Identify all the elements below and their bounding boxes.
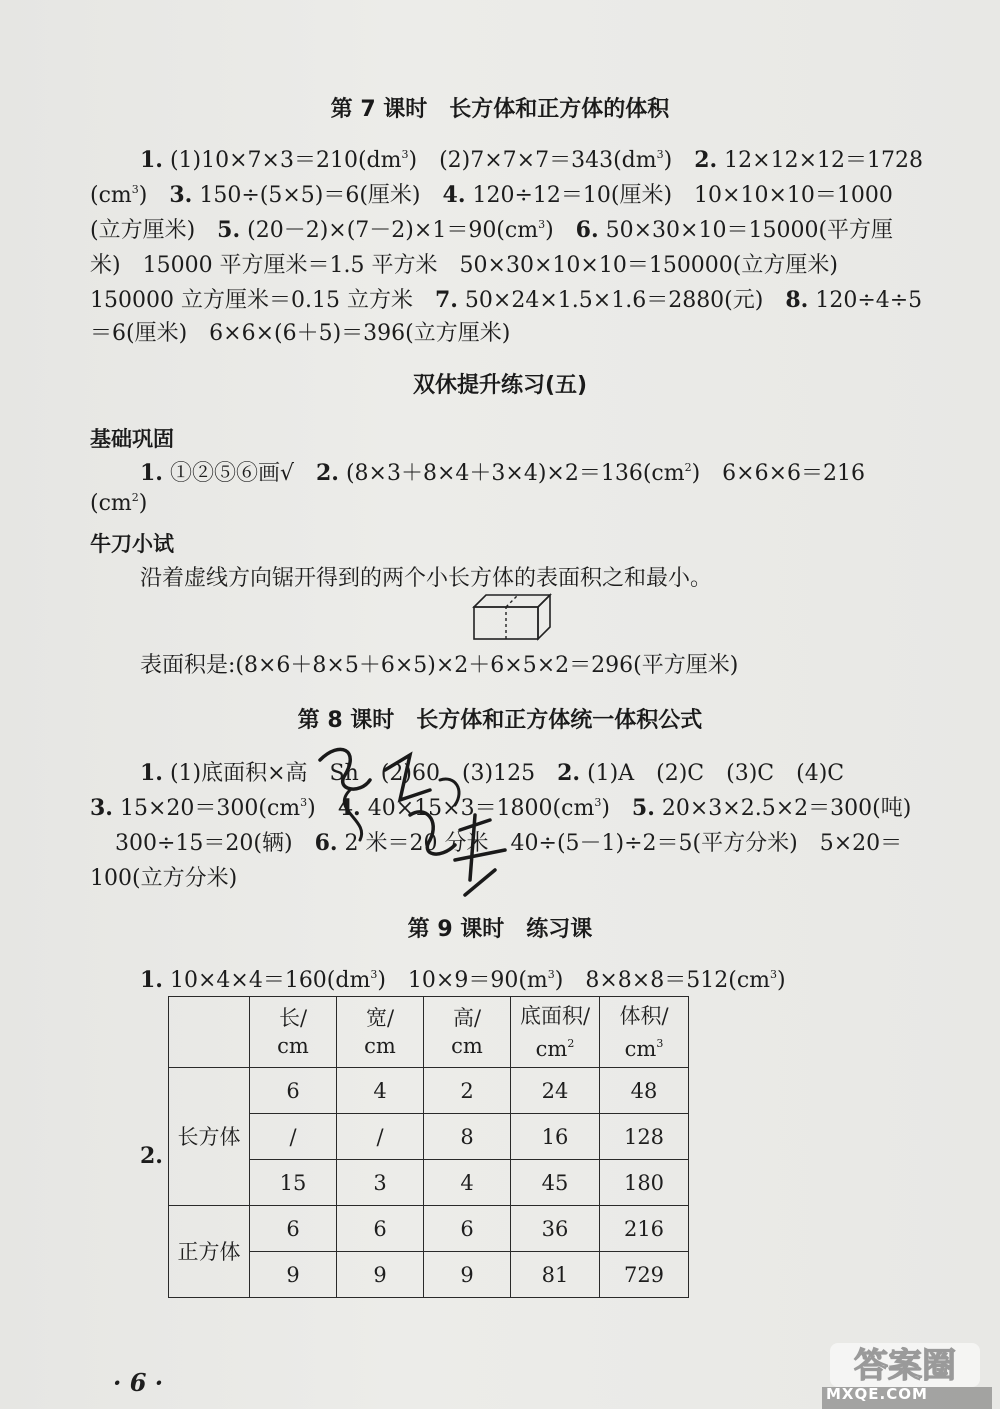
page-number: · 6 · — [113, 1368, 164, 1397]
s7-line-6: ＝6(厘米) 6×6×(6＋5)＝396(立方厘米) — [90, 321, 511, 346]
table-cell: 45 — [511, 1160, 600, 1206]
table-cell: 6 — [250, 1068, 337, 1114]
cuboid-figure — [472, 593, 552, 641]
s8-line-1: 1. (1)底面积×高 Sh (2)60 (3)125 2. (1)A (2)C (3)C (4)C — [140, 760, 845, 786]
review5-line-1: 1. ①②⑤⑥画√ 2. $(8\times 3+8\times 4+3\times 4)\times 2=136(cm^2)$ 6×6×6＝216 — [140, 460, 866, 486]
trial-text: 沿着虚线方向锯开得到的两个小长方体的表面积之和最小。 — [140, 566, 713, 591]
svg-text:答案圈: 答案圈 — [854, 1346, 956, 1386]
s7-line-2: $(cm^3)$ 3. 150÷(5×5)＝6(厘米) 4. 120÷12＝10(厘米) 10×10×10＝1000 — [90, 182, 893, 208]
section-8-title: 第 8 课时 长方体和正方体统一体积公式 — [297, 708, 703, 733]
s9-line-1: 1. $10\times 4\times 4=160(dm^3)$ $10\times 9=90(m^3)$ $8\times 8\times 8=512(cm^3)$ — [140, 967, 786, 993]
table-cell: 6 — [337, 1206, 424, 1252]
section-7-title: 第 7 课时 长方体和正方体的体积 — [330, 97, 670, 122]
table-row — [169, 1206, 689, 1252]
s7-line-3: (立方厘米) 5. $(20-2)\times(7-2)\times 1=90(cm^3)$ 6. 50×30×10＝15000(平方厘 — [90, 217, 894, 243]
s7-line-1: 1. $(1)10\times 7\times 3=210(dm^3)$ $(2)7\times 7\times 7=343(dm^3)$ 2. 12×12×12＝1728 — [140, 147, 924, 173]
header-volume: 体积/ $cm^3$ — [600, 997, 689, 1068]
surface-area-text: 表面积是:(8×6＋8×5＋6×5)×2＋6×5×2＝296(平方厘米) — [140, 653, 739, 678]
table-cell: 48 — [600, 1068, 689, 1114]
watermark-url: MXQE.COM — [826, 1385, 928, 1403]
table-cell: 3 — [337, 1160, 424, 1206]
s8-line-2: 3. $15\times 20=300(cm^3)$ 4. $40\times 15\times 3=1800(cm^3)$ 5. 20×3×2.5×2＝300(吨) — [90, 795, 912, 821]
trial-label: 牛刀小试 — [90, 532, 174, 556]
table-cell: 9 — [424, 1252, 511, 1298]
group-cuboid-label: 长方体 — [169, 1068, 250, 1206]
table-cell: / — [250, 1114, 337, 1160]
section-9-title: 第 9 课时 练习课 — [407, 917, 593, 942]
table-cell: 2 — [424, 1068, 511, 1114]
s8-line-4: 100(立方分米) — [90, 866, 238, 891]
table-cell: 9 — [250, 1252, 337, 1298]
table-cell: 24 — [511, 1068, 600, 1114]
s7-line-5: 150000 立方厘米＝0.15 立方米 7. 50×24×1.5×1.6＝2880(元) 8. 120÷4÷5 — [90, 287, 923, 313]
table-row — [169, 1068, 689, 1114]
header-base-area: 底面积/ $cm^2$ — [511, 997, 600, 1068]
s8-line-3: 300÷15＝20(辆) 6. 2 米＝20 分米 40÷(5－1)÷2＝5(平方分米) 5×20＝ — [115, 830, 903, 856]
table-cell: 81 — [511, 1252, 600, 1298]
review-5-title: 双休提升练习(五) — [412, 373, 588, 398]
table-cell: 729 — [600, 1252, 689, 1298]
table-cell: 4 — [424, 1160, 511, 1206]
table-cell: 180 — [600, 1160, 689, 1206]
review5-line-2: $(cm^2)$ — [90, 491, 148, 516]
header-width: 宽/ cm — [337, 997, 424, 1068]
table-header-row — [169, 997, 689, 1068]
table-cell: 216 — [600, 1206, 689, 1252]
table-cell: 16 — [511, 1114, 600, 1160]
basic-consolidation-label: 基础巩固 — [90, 427, 174, 451]
table-cell: / — [337, 1114, 424, 1160]
header-empty-cell — [169, 997, 250, 1068]
s7-line-4: 米) 15000 平方厘米＝1.5 平方米 50×30×10×10＝150000(立方厘米) — [90, 253, 838, 278]
table-cell: 9 — [337, 1252, 424, 1298]
dimensions-table — [168, 996, 689, 1298]
table-cell: 6 — [424, 1206, 511, 1252]
table-cell: 6 — [250, 1206, 337, 1252]
handwritten-scribble — [290, 720, 530, 900]
table-cell: 8 — [424, 1114, 511, 1160]
table-cell: 4 — [337, 1068, 424, 1114]
group-cube-label: 正方体 — [169, 1206, 250, 1298]
header-length: 长/ cm — [250, 997, 337, 1068]
header-height: 高/ cm — [424, 997, 511, 1068]
question-2-number: 2. — [140, 1143, 163, 1169]
table-cell: 36 — [511, 1206, 600, 1252]
table-cell: 128 — [600, 1114, 689, 1160]
table-cell: 15 — [250, 1160, 337, 1206]
